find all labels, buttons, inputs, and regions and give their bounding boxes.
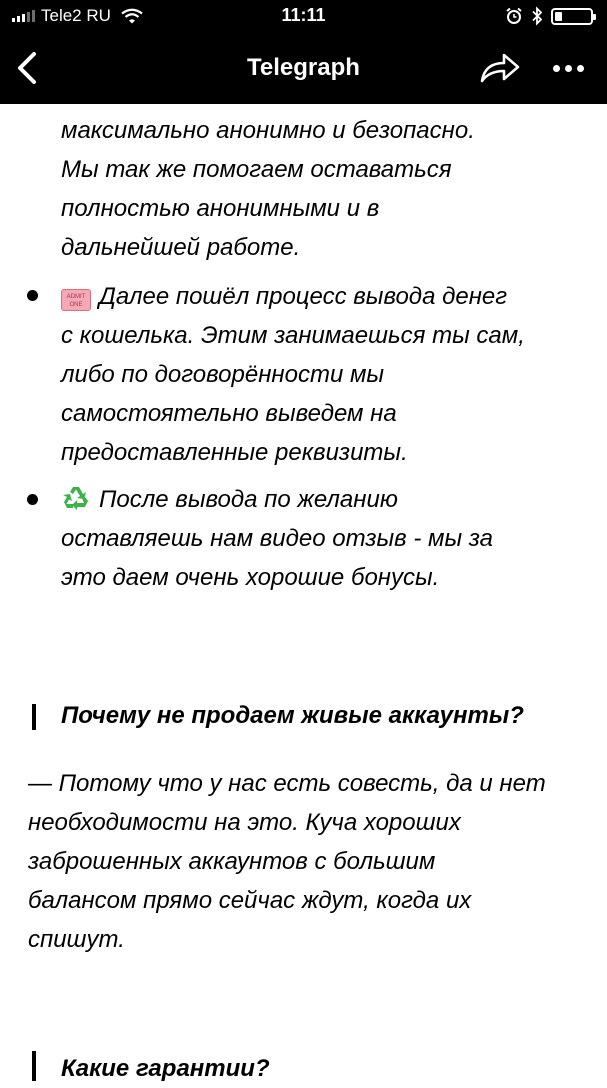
blockquote-bar (32, 1051, 36, 1081)
ticket-icon: ADMIT ONE (61, 289, 91, 311)
text-line: оставляешь нам видео отзыв - мы за (61, 525, 493, 552)
text-line: После вывода по желанию (61, 480, 581, 519)
status-bar (0, 0, 607, 34)
text-line: самостоятельно выведем на (61, 400, 397, 427)
bluetooth-icon (531, 6, 543, 26)
recycle-icon (61, 484, 91, 512)
navigation-bar (0, 34, 607, 104)
text-line: необходимости на это. Куча хороших (28, 809, 461, 836)
more-options-icon[interactable] (553, 56, 593, 80)
text-line: Мы так же помогаем оставаться (61, 156, 452, 183)
share-icon[interactable] (476, 48, 524, 88)
battery-icon (551, 8, 593, 25)
text-line: предоставленные реквизиты. (61, 439, 408, 466)
text-line: заброшенных аккаунтов с большим (28, 848, 436, 875)
bullet-dot (27, 290, 38, 301)
top-bar (0, 0, 607, 104)
text-line: спишут. (28, 926, 125, 953)
nav-title: Telegraph (247, 54, 360, 81)
text-line: это даем очень хорошие бонусы. (61, 564, 440, 591)
section-heading: Почему не продаем живые аккаунты? (61, 702, 524, 729)
text-line: дальнейшей работе. (61, 234, 301, 261)
text-line: либо по договорённости мы (61, 361, 385, 388)
status-time: 11:11 (281, 5, 326, 25)
blockquote-bar (32, 704, 36, 730)
text-line: полностью анонимными и в (61, 195, 380, 222)
list-item (61, 277, 581, 472)
list-item-continued (61, 111, 581, 267)
carrier-name: Tele2 RU (41, 6, 111, 25)
bullet-dot (27, 494, 38, 505)
section-heading: Какие гарантии? (61, 1055, 270, 1082)
paragraph (28, 764, 588, 959)
text-line: балансом прямо сейчас ждут, когда их (28, 887, 472, 914)
alarm-icon (505, 7, 523, 25)
text-line: максимально анонимно и безопасно. (61, 117, 475, 144)
text-line: ADMIT ONE Далее пошёл процесс вывода денег (61, 277, 581, 316)
status-icons (505, 6, 593, 26)
text-line: с кошелька. Этим занимаешься ты сам, (61, 322, 525, 349)
list-item (61, 480, 581, 597)
text-line: — Потому что у нас есть совесть, да и нет (28, 770, 546, 797)
